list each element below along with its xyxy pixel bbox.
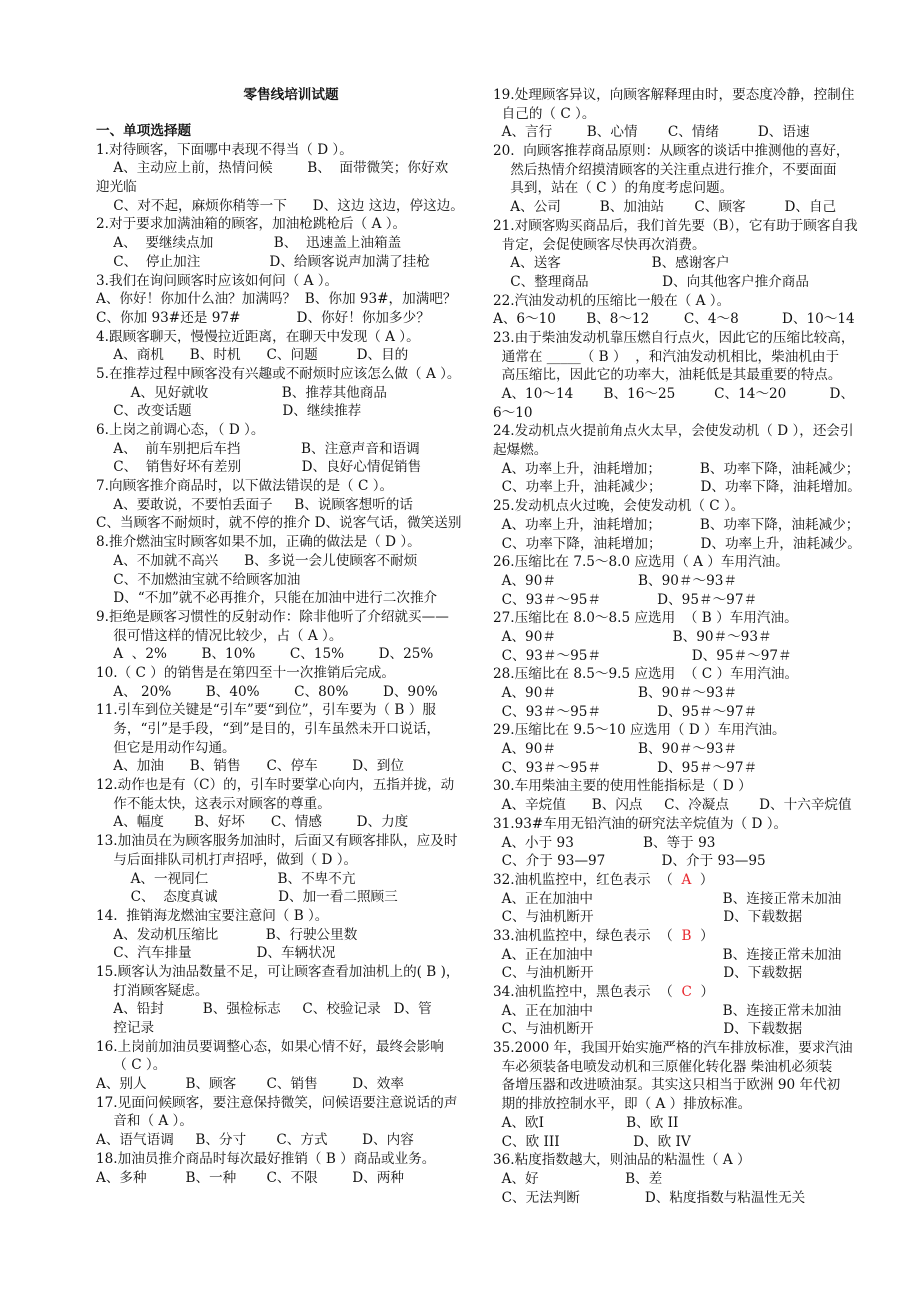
- text-line: 高压缩比，因此它的功率大，油耗低是其最重要的特点。: [493, 367, 842, 384]
- left-column: [96, 86, 486, 1187]
- text-line: 11.引车到位关键是“引车”要“到位”，引车要为（ B ）服: [96, 702, 436, 719]
- text-line: A、不加就不高兴 B、多说一会儿使顾客不耐烦: [96, 552, 418, 569]
- text-line: 3.我们在询问顾客时应该如何问（ A ）。: [96, 272, 339, 289]
- text-line: A、你好！你加什么油？加满吗？ B、你加 93#，加满吧？: [96, 291, 457, 308]
- text-line: A、加油 B、销售 C、停车 D、到位: [96, 758, 404, 775]
- text-line: C、对不起，麻烦你稍等一下 D、这边 这边，停这边。: [96, 197, 464, 214]
- text-line: C、与油机断开 D、下载数据: [493, 909, 803, 926]
- text-line: 21.对顾客购买商品后，我们首先要（B），它有助于顾客自我: [493, 217, 858, 234]
- text-line: 16.上岗前加油员要调整心态，如果心情不好，最终会影响: [96, 1038, 444, 1055]
- text-line: 17.见面问候顾客，要注意保持微笑，问候语要注意说话的声: [96, 1094, 458, 1111]
- text-line: C、汽车排量 D、车辆状况: [96, 945, 336, 962]
- text-line: 与后面排队司机打声招呼，做到（ D ）。: [96, 851, 358, 868]
- section-heading: 一、单项选择题: [96, 123, 192, 139]
- text-line: 10.（ C ）的销售是在第四至十一次推销后完成。: [96, 664, 395, 681]
- text-line: C、无法判断 D、粘度指数与粘温性无关: [493, 1189, 806, 1206]
- text-line: A、 20% B、40% C、80% D、90%: [96, 683, 438, 700]
- answer-letter: B: [681, 927, 692, 944]
- text-line: 28.压缩比在 8.5～9.5 应选用 （ C ）车用汽油。: [493, 666, 799, 683]
- text-line: 很可惜这样的情况比较少，占（ A ）。: [96, 627, 343, 644]
- text-line: 25.发动机点火过晚，会使发动机（ C ）。: [493, 498, 745, 515]
- text-line: C、93＃～95＃ D、95＃～97＃: [493, 703, 758, 720]
- text-line: [493, 871, 865, 890]
- page-title: 零售线培训试题: [243, 87, 339, 103]
- text-line: 24.发动机点火提前角点火太早，会使发动机（ D ），还会引: [493, 423, 854, 440]
- text-line: 7.向顾客推介商品时，以下做法错误的是（ C ）。: [96, 478, 394, 495]
- line-text: 34.油机监控中，黑色表示 （: [493, 984, 682, 1000]
- answer-letter: C: [681, 984, 692, 1000]
- text-line: C、当顾客不耐烦时，就不停的推介 D、说客气话，微笑送别: [96, 515, 462, 532]
- text-line: A、一视同仁 B、不卑不亢: [96, 870, 356, 887]
- text-line: A、好 B、差: [493, 1170, 663, 1187]
- text-line: A、90＃ B、90＃～93＃: [493, 685, 738, 701]
- text-line: A、送客 B、感谢客户: [493, 255, 730, 272]
- text-line: C、 态度真诚 D、加一看二照顾三: [96, 889, 398, 906]
- text-line: 车必须装备电喷发动机和三原催化转化器 柴油机必须装: [493, 1058, 833, 1075]
- text-line: A、 要继续点加 B、 迅速盖上油箱盖: [96, 235, 402, 252]
- text-line: 期的排放控制水平，即（ A ）排放标准。: [493, 1096, 752, 1113]
- text-line: C、你加 93#还是 97# D、你好！你加多少？: [96, 309, 430, 326]
- text-line: 22.汽油发动机的压缩比一般在（ A ）。: [493, 292, 731, 309]
- text-line: A、正在加油中 B、连接正常未加油: [493, 1002, 842, 1019]
- text-line: A、公司 B、加油站 C、顾客 D、自己: [493, 199, 837, 216]
- text-line: 然后热情介绍摸清顾客的关注重点进行推介，不要面面: [493, 161, 837, 178]
- text-line: [493, 927, 865, 946]
- text-line: 通常在 _____（ B ） ，和汽油发动机相比，柴油机由于: [493, 348, 840, 365]
- text-line: 备增压器和改进喷油泵。其实这只相当于欧洲 90 年代初: [493, 1077, 841, 1094]
- text-line: A、欧Ⅰ B、欧 II: [493, 1114, 679, 1131]
- text-line: 8.推介燃油宝时顾客如果不加，正确的做法是（ D ）。: [96, 534, 421, 551]
- text-line: [493, 983, 865, 1002]
- right-column: [493, 86, 865, 1207]
- text-line: （ C ）。: [96, 1057, 167, 1074]
- text-line: A、言行 B、心情 C、情绪 D、语速: [493, 124, 810, 141]
- text-line: A、10～14 B、16～25 C、14～20 D、: [493, 386, 855, 402]
- text-line: 9.拒绝是顾客习惯性的反射动作：除非他听了介绍就买——: [96, 608, 449, 625]
- text-line: 迎光临: [96, 179, 137, 196]
- text-line: 4.跟顾客聊天，慢慢拉近距离，在聊天中发现（ A ）。: [96, 328, 420, 345]
- text-line: 15.顾客认为油品数量不足，可让顾客查看加油机上的( B )，: [96, 963, 460, 980]
- line-text: 32.油机监控中，红色表示 （: [493, 871, 682, 888]
- text-line: 29.压缩比在 9.5～10 应选用（ D ）车用汽油。: [493, 722, 786, 739]
- text-line: 音和（ A ）。: [96, 1113, 193, 1130]
- text-line: A、小于 93 B、等于 93: [493, 834, 716, 851]
- text-line: C、改变话题 D、继续推荐: [96, 403, 362, 420]
- text-line: A 、2% B、10% C、15% D、25%: [96, 646, 434, 663]
- text-line: 13.加油员在为顾客服务加油时，后面又有顾客排队，应及时: [96, 833, 458, 850]
- text-line: A、90＃ B、90＃～93＃: [493, 741, 738, 758]
- text-line: 31.93#车用无铅汽油的研究法辛烷值为（ D ）。: [493, 815, 788, 832]
- text-line: A、商机 B、时机 C、问题 D、目的: [96, 347, 409, 364]
- text-line: A、幅度 B、好坏 C、情感 D、力度: [96, 814, 409, 831]
- line-text-after: ）: [691, 984, 715, 1000]
- text-line: A、正在加油中 B、连接正常未加油: [493, 946, 842, 963]
- text-line: 27.压缩比在 8.0～8.5 应选用 （ B ）车用汽油。: [493, 610, 798, 627]
- text-line: A、90＃ B、90＃～93＃: [493, 572, 738, 589]
- text-line: A、正在加油中 B、连接正常未加油: [493, 890, 842, 907]
- text-line: 作不能太快，这表示对顾客的尊重。: [96, 795, 331, 812]
- text-line: 12.动作也是有（C）的，引车时要掌心向内，五指并拢，动: [96, 777, 455, 794]
- text-line: A、铅封 B、强检标志 C、校验记录 D、管: [96, 1001, 432, 1018]
- text-line: A、功率上升，油耗增加； B、功率下降，油耗减少；: [493, 460, 860, 477]
- text-line: 2.对于要求加满油箱的顾客，加油枪跳枪后（ A ）。: [96, 216, 407, 233]
- line-text: 33.油机监控中，绿色表示 （: [493, 927, 682, 944]
- text-line: A、功率上升，油耗增加； B、功率下降，油耗减少；: [493, 516, 860, 533]
- text-line: 自己的（ C ）。: [493, 105, 596, 122]
- text-line: A、语气语调 B、分寸 C、方式 D、内容: [96, 1132, 414, 1149]
- text-line: 18.加油员推介商品时每次最好推销（ B ）商品或业务。: [96, 1150, 436, 1167]
- text-line: 具到，站在（ C ）的角度考虑问题。: [493, 180, 734, 197]
- text-line: C、 销售好坏有差别 D、良好心情促销售: [96, 459, 422, 476]
- text-line: A、6～10 B、8～12 C、4～8 D、10～14: [493, 311, 855, 328]
- text-line: C、整理商品 D、向其他客户推介商品: [493, 273, 809, 290]
- answer-letter: A: [681, 871, 692, 888]
- text-line: C、介于 93—97 D、介于 93—95: [493, 853, 766, 870]
- text-line: C、93＃～95＃ D、95＃～97＃: [493, 591, 758, 608]
- text-line: A、 前车别把后车挡 B、注意声音和语调: [96, 440, 420, 457]
- text-line: 35.2000 年，我国开始实施严格的汽车排放标准，要求汽油: [493, 1040, 853, 1057]
- text-line: C、 停止加注 D、给顾客说声加满了挂枪: [96, 253, 430, 270]
- text-line: 19.处理顾客异议，向顾客解释理由时，要态度冷静，控制住: [493, 87, 855, 103]
- line-text-after: ）: [691, 871, 714, 888]
- text-line: 36.粘度指数越大，则油品的粘温性（ A ）: [493, 1152, 751, 1169]
- text-line: A、发动机压缩比 B、行驶公里数: [96, 926, 358, 943]
- text-line: 1.对待顾客，下面哪中表现不得当（ D ）。: [96, 141, 353, 158]
- text-line: A、多种 B、一种 C、不限 D、两种: [96, 1169, 404, 1186]
- text-line: 14. 推销海龙燃油宝要注意问（ B ）。: [96, 907, 329, 924]
- text-line: 30.车用柴油主要的使用性能指标是（ D ）: [493, 778, 752, 795]
- text-line: 5.在推荐过程中顾客没有兴趣或不耐烦时应该怎么做（ A ）。: [96, 365, 461, 382]
- text-line: 打消顾客疑虑。: [96, 982, 209, 999]
- text-line: C、93＃～95＃ D、95＃～97＃: [493, 647, 792, 664]
- text-line: A、要敢说，不要怕丢面子 B、说顾客想听的话: [96, 496, 413, 513]
- text-line: 但它是用动作勾通。: [96, 739, 236, 756]
- line-text-after: ）: [691, 927, 714, 944]
- text-line: 肯定，会促使顾客尽快再次消费。: [493, 236, 706, 253]
- text-line: C、欧 III D、欧 IV: [493, 1133, 691, 1150]
- text-line: C、与油机断开 D、下载数据: [493, 965, 803, 982]
- text-line: 20. 向顾客推荐商品原则：从顾客的谈话中推测他的喜好，: [493, 143, 850, 160]
- text-line: 务，“引”是手段，“到”是目的，引车虽然未开口说话，: [96, 721, 441, 737]
- text-line: 23.由于柴油发动机靠压燃自行点火，因此它的压缩比较高，: [493, 329, 855, 346]
- text-line: 26.压缩比在 7.5～8.0 应选用（ A ）车用汽油。: [493, 554, 789, 571]
- text-line: 控记录: [96, 1020, 155, 1036]
- text-line: A、别人 B、顾客 C、销售 D、效率: [96, 1076, 404, 1093]
- text-line: A、主动应上前，热情问候 B、 面带微笑；你好欢: [96, 160, 449, 177]
- text-line: C、功率上升，油耗减少； D、功率下降，油耗增加。: [493, 479, 861, 496]
- text-line: 起爆燃。: [493, 442, 548, 459]
- text-line: C、功率下降，油耗增加； D、功率上升，油耗减少。: [493, 535, 861, 552]
- text-line: 6.上岗之前调心态，（ D ）。: [96, 422, 265, 438]
- text-line: 6～10: [493, 404, 533, 421]
- text-line: C、不加燃油宝就不给顾客加油: [96, 571, 301, 588]
- text-line: A、辛烷值 B、闪点 C、冷凝点 D、十六辛烷值: [493, 797, 852, 814]
- text-line: A、90＃ B、90＃～93＃: [493, 628, 772, 645]
- text-line: C、93＃～95＃ D、95＃～97＃: [493, 759, 758, 776]
- text-line: D、“不加”就不必再推介，只能在加油中进行二次推介: [96, 590, 438, 607]
- text-line: A、见好就收 B、推荐其他商品: [96, 384, 387, 401]
- text-line: C、与油机断开 D、下载数据: [493, 1021, 803, 1038]
